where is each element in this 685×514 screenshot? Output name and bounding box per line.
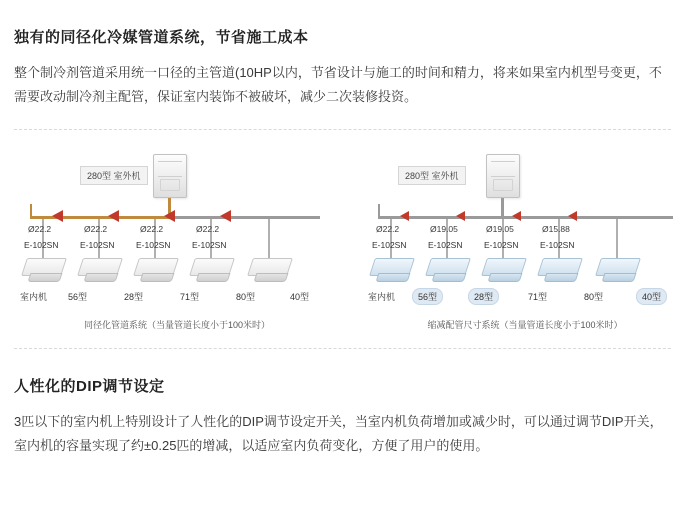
- diameter-label-left-4: Ø22.2: [196, 224, 220, 234]
- indoor-unit-right-5: [598, 258, 638, 284]
- unit-type-left-3: 71型: [180, 292, 200, 302]
- section-2-body: 3匹以下的室内机上特别设计了人性化的DIP调节设定开关，当室内机负荷增加或减少时，可以通过调节DIP开关，室内机的容量实现了约±0.25匹的增减，以适应室内负荷变化，方便了用户的使用。: [14, 414, 663, 453]
- diameter-label-right-4: Ø15.88: [542, 224, 570, 234]
- valve-right-2: [456, 211, 465, 221]
- valve-left-3: [164, 210, 175, 222]
- diagram-panel-left: [18, 144, 336, 334]
- section-2-title: 人性化的DIP调节设定: [14, 378, 165, 395]
- page-container: [0, 26, 685, 514]
- branch-code-left-2: E-102SN: [80, 240, 115, 250]
- divider-top: [14, 129, 671, 130]
- unit-type-right-4: 80型: [584, 292, 604, 302]
- branch-code-right-1: E-102SN: [372, 240, 407, 250]
- main-pipe-right: [378, 216, 673, 219]
- branch-code-right-2: E-102SN: [428, 240, 463, 250]
- branch-code-right-3: E-102SN: [484, 240, 519, 250]
- valve-left-1: [52, 210, 63, 222]
- valve-right-3: [512, 211, 521, 221]
- branch-code-left-3: E-102SN: [136, 240, 171, 250]
- outdoor-unit-icon-left: [153, 154, 187, 198]
- main-pipe-left-right-run: [170, 216, 320, 219]
- unit-type-right-1: 56型: [412, 288, 443, 305]
- outdoor-unit-label-right: 280型 室外机: [398, 166, 466, 185]
- unit-type-left-1: 56型: [68, 292, 88, 302]
- diameter-label-right-1: Ø22.2: [376, 224, 400, 234]
- main-pipe-left-end: [30, 204, 32, 218]
- indoor-unit-left-5: [250, 258, 290, 284]
- unit-type-right-3: 71型: [528, 292, 548, 302]
- caption-right: 缩减配管尺寸系统（当量管道长度小于100米时）: [427, 320, 623, 330]
- indoor-unit-right-2: [428, 258, 468, 284]
- unit-type-right-5: 40型: [636, 288, 667, 305]
- branch-code-right-4: E-102SN: [540, 240, 575, 250]
- unit-type-right-2: 28型: [468, 288, 499, 305]
- valve-left-4: [220, 210, 231, 222]
- page-title: 独有的同径化冷媒管道系统，节省施工成本: [14, 29, 309, 46]
- diameter-label-left-1: Ø22.2: [28, 224, 52, 234]
- indoor-unit-left-4: [192, 258, 232, 284]
- diameter-label-left-2: Ø22.2: [84, 224, 108, 234]
- valve-right-1: [400, 211, 409, 221]
- divider-bottom: [14, 348, 671, 349]
- indoor-units-title-right: 室内机: [368, 292, 396, 302]
- caption-left: 同径化管道系统（当量管道长度小于100米时）: [83, 320, 271, 330]
- indoor-unit-left-1: [24, 258, 64, 284]
- valve-left-2: [108, 210, 119, 222]
- indoor-unit-left-2: [80, 258, 120, 284]
- diameter-label-right-3: Ø19.05: [486, 224, 514, 234]
- main-pipe-right-end: [378, 204, 380, 218]
- indoor-unit-right-1: [372, 258, 412, 284]
- diagram-panel-right: [366, 144, 684, 334]
- indoor-unit-left-3: [136, 258, 176, 284]
- diameter-label-right-2: Ø19.05: [430, 224, 458, 234]
- unit-type-left-4: 80型: [236, 292, 256, 302]
- valve-right-4: [568, 211, 577, 221]
- unit-type-left-2: 28型: [124, 292, 144, 302]
- indoor-unit-right-4: [540, 258, 580, 284]
- branch-code-left-4: E-102SN: [192, 240, 227, 250]
- outdoor-unit-icon-right: [486, 154, 520, 198]
- unit-type-left-5: 40型: [290, 292, 310, 302]
- indoor-unit-right-3: [484, 258, 524, 284]
- section-1-body: 整个制冷剂管道采用统一口径的主管道(10HP以内，节省设计与施工的时间和精力，将来如果室内机型号变更，不需要改动制冷剂主配管，保证室内装饰不被破坏，减少二次装修投资。: [14, 65, 662, 104]
- diameter-label-left-3: Ø22.2: [140, 224, 164, 234]
- indoor-units-title-left: 室内机: [20, 292, 48, 302]
- outdoor-drop-pipe-right: [501, 198, 504, 216]
- outdoor-unit-label-left: 280型 室外机: [80, 166, 148, 185]
- piping-diagram: [14, 144, 671, 334]
- branch-code-left-1: E-102SN: [24, 240, 59, 250]
